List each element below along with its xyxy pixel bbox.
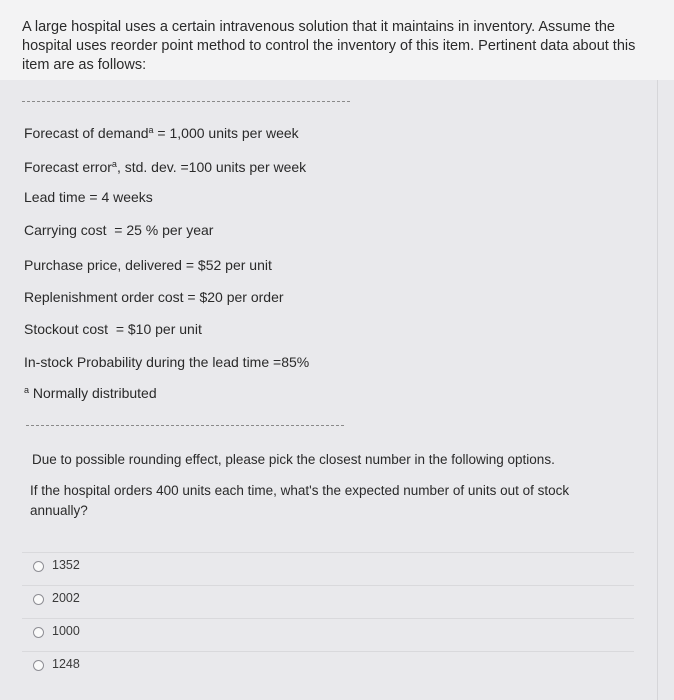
option-separator [22,585,634,586]
radio-button[interactable] [33,594,44,605]
footnote-text: Normally distributed [29,385,157,401]
option-row[interactable] [0,651,674,681]
data-forecast-demand [24,125,299,141]
option-label[interactable]: 1000 [52,624,80,638]
middle-divider [26,425,344,426]
option-separator [22,651,634,652]
data-lead-time [24,189,153,205]
top-divider [22,101,350,102]
data-value: = 25 % per year [106,222,214,238]
data-label: Stockout cost [24,321,109,337]
option-row[interactable] [0,618,674,648]
option-row[interactable] [0,585,674,615]
content-edge [657,80,658,700]
option-label[interactable]: 1352 [52,558,80,572]
option-row[interactable] [0,552,674,582]
footnote-marker: a [111,159,117,169]
option-separator [22,552,634,553]
option-separator [22,618,634,619]
data-replenishment-cost [24,289,284,305]
radio-button[interactable] [33,627,44,638]
option-label[interactable]: 1248 [52,657,80,671]
data-label: Purchase price, delivered = $52 per unit [24,257,272,273]
data-label: In-stock Probability during the lead time =85% [24,354,310,370]
data-instock-probability [24,354,309,370]
radio-button[interactable] [33,660,44,671]
footnote-marker: a [148,125,154,135]
radio-button[interactable] [33,561,44,572]
data-forecast-error [24,159,306,175]
data-value: = $10 per unit [108,321,202,337]
data-carrying-cost [24,222,213,238]
data-label: Forecast of demand [24,125,149,141]
data-value: , std. dev. =100 units per week [116,159,307,175]
problem-intro: A large hospital uses a certain intravenous solution that it maintains in inventory. Assume the hospital uses reorder point method to control the inventory of this item. Pertinent data about this item are as follows: [22,19,636,73]
footnote [24,385,157,401]
question-text: If the hospital orders 400 units each time, what's the expected number of units out of stock annually? [30,483,570,518]
rounding-note: Due to possible rounding effect, please pick the closest number in the following options. [32,452,555,467]
data-label: Forecast error [24,159,112,175]
option-label[interactable]: 2002 [52,591,80,605]
data-purchase-price [24,257,272,273]
data-stockout-cost [24,321,202,337]
footnote-marker: a [24,385,30,395]
data-label: Lead time = 4 weeks [24,189,153,205]
data-label: Replenishment order cost = $20 per order [24,289,284,305]
data-label: Carrying cost [24,222,107,238]
data-value: = 1,000 units per week [153,125,299,141]
